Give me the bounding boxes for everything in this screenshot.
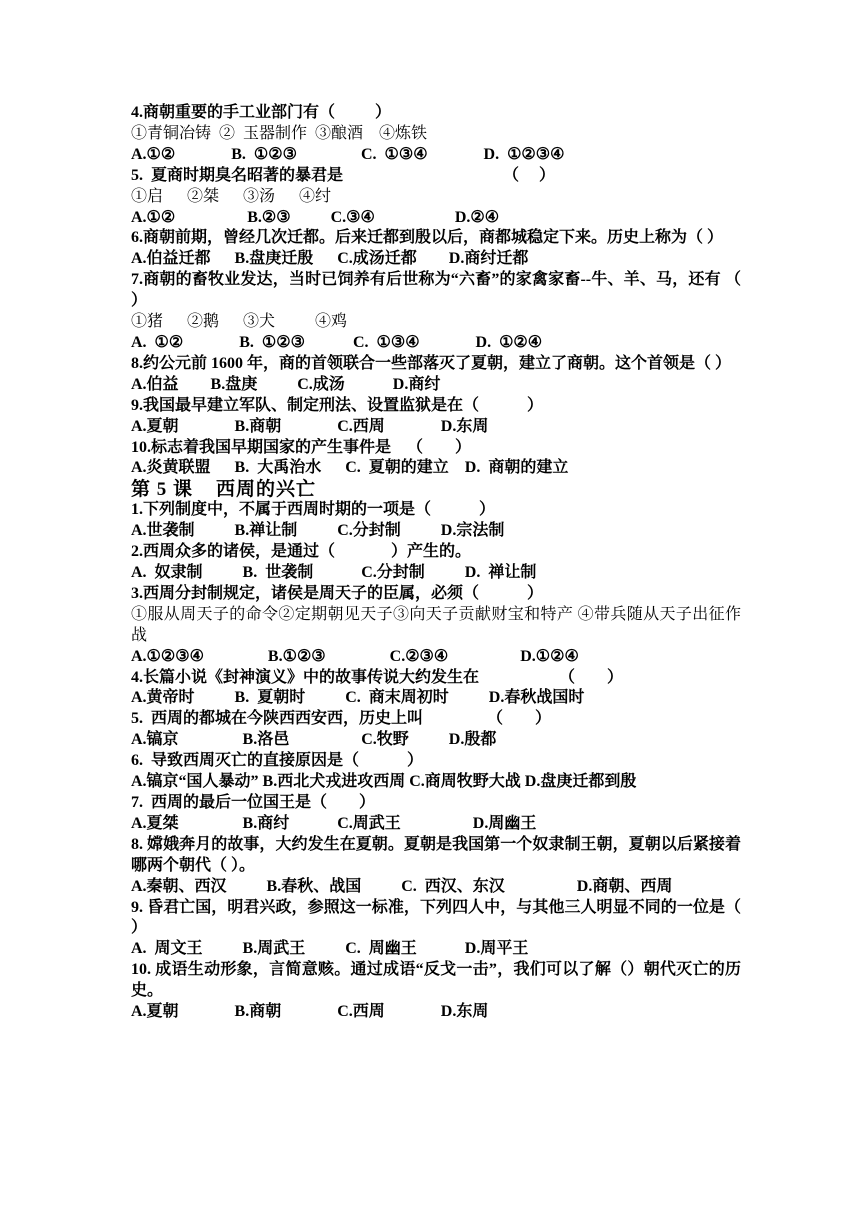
text-line: A.世袭制 B.禅让制 C.分封制 D.宗法制 bbox=[131, 522, 505, 540]
text-line: 9. 昏君亡国，明君兴政，参照这一标准，下列四人中，与其他三人明显不同的一位是（ ） bbox=[131, 898, 741, 937]
text-line: 5. 夏商时期臭名昭著的暴君是 （ ） bbox=[131, 166, 556, 184]
text-line: 5. 西周的都城在今陕西西安西，历史上叫 （ ） bbox=[131, 710, 552, 728]
text-line: A.黄帝时 B. 夏朝时 C. 商末周初时 D.春秋战国时 bbox=[131, 689, 585, 707]
text-line: A.夏朝 B.商朝 C.西周 D.东周 bbox=[131, 1003, 489, 1021]
text-line: 10. 成语生动形象，言简意赅。通过成语“反戈一击”，我们可以了解（）朝代灭亡的历史。 bbox=[131, 961, 741, 1000]
text-line: 7. 西周的最后一位国王是（ ） bbox=[131, 794, 376, 811]
text-line: ①猪 ②鹅 ③犬 ④鸡 bbox=[131, 313, 348, 331]
text-line: 4.商朝重要的手工业部门有（ ） bbox=[131, 104, 392, 121]
text-line: A. 周文王 B.周武王 C. 周幽王 D.周平王 bbox=[131, 940, 529, 958]
worksheet-page bbox=[131, 103, 741, 1023]
text-line: A.伯益 B.盘庚 C.成汤 D.商纣 bbox=[131, 375, 441, 393]
text-line: A. 奴隶制 B. 世袭制 C.分封制 D. 禅让制 bbox=[131, 564, 537, 582]
text-line: A.夏桀 B.商纣 C.周武王 D.周幽王 bbox=[131, 814, 537, 832]
text-line: 8.约公元前 1600 年，商的首领联合一些部落灭了夏朝，建立了商朝。这个首领是（ ） bbox=[131, 354, 732, 372]
text-line: 2.西周众多的诸侯，是通过（ ）产生的。 bbox=[131, 543, 472, 561]
text-line: A.伯益迁都 B.盘庚迁殷 C.成汤迁都 D.商纣迁都 bbox=[131, 250, 529, 268]
text-line: 10.标志着我国早期国家的产生事件是 （ ） bbox=[131, 438, 472, 456]
text-line: 6. 导致西周灭亡的直接原因是（ ） bbox=[131, 752, 424, 770]
text-line: ①服从周天子的命令②定期朝见天子③向天子贡献财宝和特产 ④带兵随从天子出征作战 bbox=[131, 605, 741, 644]
text-line: ①青铜冶铸 ② 玉器制作 ③酿酒 ④炼铁 bbox=[131, 124, 428, 142]
text-line: ①启 ②桀 ③汤 ④纣 bbox=[131, 187, 332, 205]
text-line: A.①② B. ①②③ C. ①③④ D. ①②③④ bbox=[131, 145, 565, 163]
text-line: 6.商朝前期，曾经几次迁都。后来迁都到殷以后，商都城稳定下来。历史上称为（ ） bbox=[131, 229, 724, 247]
text-line: A.镐京 B.洛邑 C.牧野 D.殷都 bbox=[131, 731, 497, 749]
text-line: 9.我国最早建立军队、制定刑法、设置监狱是在（ ） bbox=[131, 396, 544, 414]
text-line: 3.西周分封制规定，诸侯是周天子的臣属，必须（ ） bbox=[131, 584, 544, 602]
text-line: 8. 嫦娥奔月的故事，大约发生在夏朝。夏朝是我国第一个奴隶制王朝，夏朝以后紧接着哪两个朝代（ ）。 bbox=[131, 835, 741, 874]
text-line: A.镐京“国人暴动” B.西北犬戎进攻西周 C.商周牧野大战 D.盘庚迁都到殷 bbox=[131, 773, 637, 791]
text-line: A.①② B.②③ C.③④ D.②④ bbox=[131, 208, 500, 226]
text-line: A.夏朝 B.商朝 C.西周 D.东周 bbox=[131, 417, 489, 435]
text-line: A.秦朝、西汉 B.春秋、战国 C. 西汉、东汉 D.商朝、西周 bbox=[131, 877, 673, 895]
text-line: A.①②③④ B.①②③ C.②③④ D.①②④ bbox=[131, 647, 579, 665]
text-line: A. ①② B. ①②③ C. ①③④ D. ①②④ bbox=[131, 333, 543, 351]
lesson-heading: 第 5 课 西周的兴亡 bbox=[131, 479, 317, 501]
text-line: 7.商朝的畜牧业发达，当时已饲养有后世称为“六畜”的家禽家畜--牛、羊、马，还有 （ ） bbox=[131, 271, 741, 310]
text-line: 1.下列制度中，不属于西周时期的一项是（ ） bbox=[131, 501, 496, 519]
text-line: 4.长篇小说《封神演义》中的故事传说大约发生在 （ ） bbox=[131, 668, 624, 686]
text-line: A.炎黄联盟 B. 大禹治水 C. 夏朝的建立 D. 商朝的建立 bbox=[131, 459, 569, 477]
